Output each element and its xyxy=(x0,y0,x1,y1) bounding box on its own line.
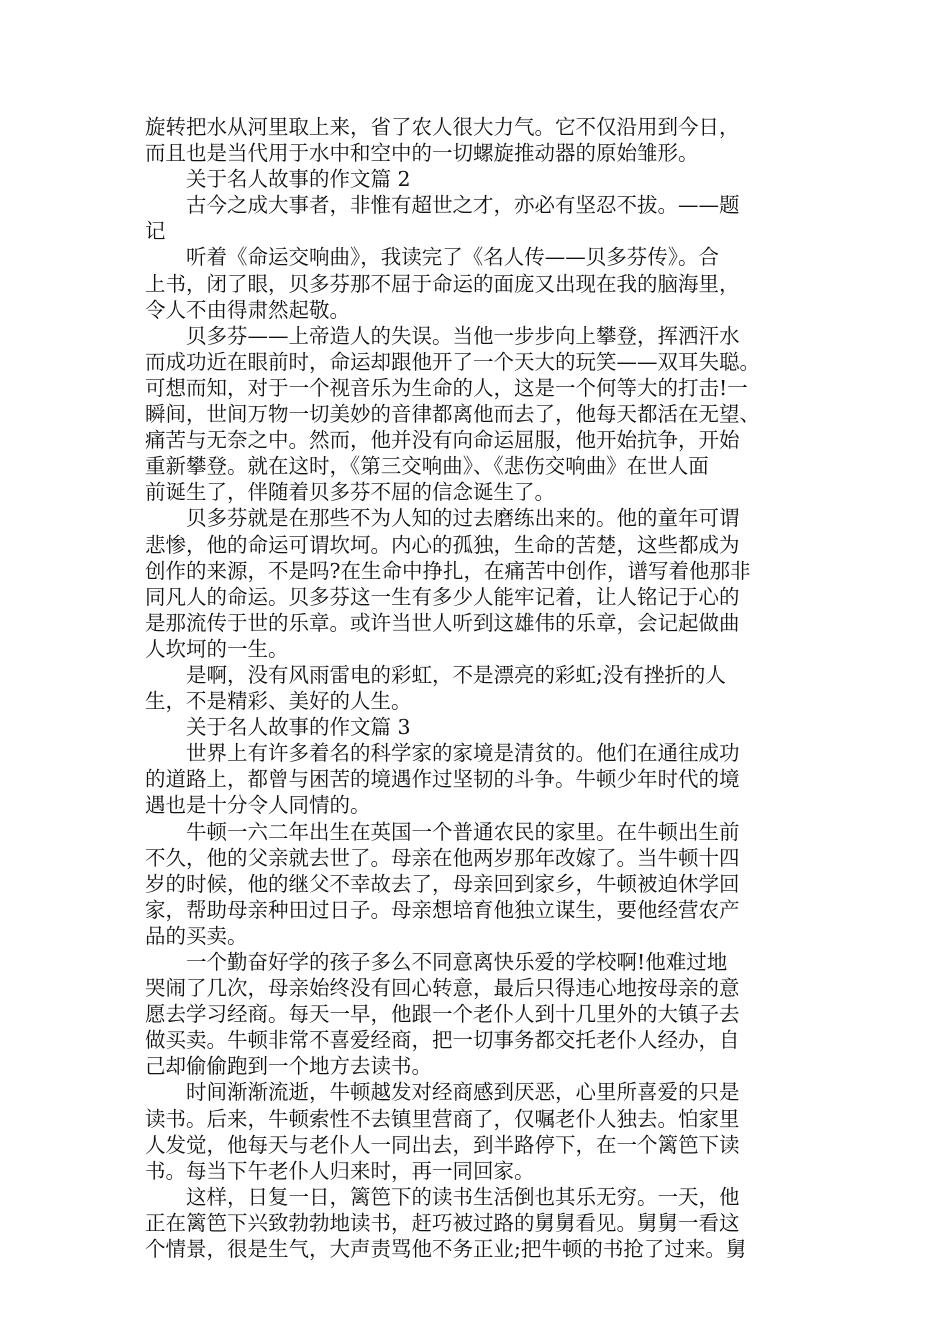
text-line: 是那流传于世的乐章。或许当世人听到这雄伟的乐章，会记起做曲 xyxy=(145,610,740,635)
text-line: 家，帮助母亲种田过日子。母亲想培育他独立谋生，要他经营农产 xyxy=(145,897,740,922)
text-line: 世界上有许多着名的科学家的家境是清贫的。他们在通往成功 xyxy=(145,741,740,766)
text-line: 上书，闭了眼，贝多芬那不屈于命运的面庞又出现在我的脑海里， xyxy=(145,271,740,296)
text-line: 己却偷偷跑到一个地方去读书。 xyxy=(145,1054,432,1079)
text-line: 做买卖。牛顿非常不喜爱经商，把一切事务都交托老仆人经办，自 xyxy=(145,1028,740,1053)
text-line: 牛顿一六二年出生在英国一个普通农民的家里。在牛顿出生前 xyxy=(145,819,740,844)
text-line: 人坎坷的一生。 xyxy=(145,636,289,661)
text-line: 记 xyxy=(145,219,166,244)
text-line: 遇也是十分令人同情的。 xyxy=(145,793,371,818)
text-line: 读书。后来，牛顿索性不去镇里营商了，仅嘱老仆人独去。怕家里 xyxy=(145,1106,740,1131)
text-line: 书。每当下午老仆人归来时，再一同回家。 xyxy=(145,1158,535,1183)
text-line: 人发觉，他每天与老仆人一同出去，到半路停下，在一个篱笆下读 xyxy=(145,1132,740,1157)
text-line: 时间渐渐流逝，牛顿越发对经商感到厌恶，心里所喜爱的只是 xyxy=(145,1080,740,1105)
text-line: 品的买卖。 xyxy=(145,923,248,948)
text-line: 而成功近在眼前时，命运却跟他开了一个天大的玩笑——双耳失聪。 xyxy=(145,349,760,374)
text-line: 个情景，很是生气，大声责骂他不务正业;把牛顿的书抢了过来。舅 xyxy=(145,1237,747,1262)
text-line: 贝多芬——上帝造人的失误。当他一步步向上攀登，挥洒汗水 xyxy=(145,323,740,348)
text-line: 生，不是精彩、美好的人生。 xyxy=(145,689,412,714)
text-line: 古今之成大事者，非惟有超世之才，亦必有坚忍不拔。——题 xyxy=(145,193,740,218)
text-line: 一个勤奋好学的孩子多么不同意离快乐爱的学校啊!他难过地 xyxy=(145,950,728,974)
text-line: 愿去学习经商。每天一早，他跟一个老仆人到十几里外的大镇子去 xyxy=(145,1002,740,1027)
text-line: 哭闹了几次，母亲始终没有回心转意，最后只得违心地按母亲的意 xyxy=(145,976,740,1001)
section-heading: 关于名人故事的作文篇 2 xyxy=(145,167,411,192)
essay-body xyxy=(145,114,811,1262)
text-line: 令人不由得肃然起敬。 xyxy=(145,297,350,322)
text-line: 瞬间，世间万物一切美妙的音律都离他而去了，他每天都活在无望、 xyxy=(145,402,760,427)
text-line: 可想而知，对于一个视音乐为生命的人，这是一个何等大的打击!一 xyxy=(145,375,748,400)
text-line: 同凡人的命运。贝多芬这一生有多少人能牢记着，让人铭记于心的 xyxy=(145,584,740,609)
section-heading: 关于名人故事的作文篇 3 xyxy=(145,715,411,740)
text-line: 听着《命运交响曲》，我读完了《名人传——贝多芬传》。合 xyxy=(145,245,719,270)
text-line: 重新攀登。就在这时，《第三交响曲》、《悲伤交响曲》在世人面 xyxy=(145,454,709,479)
text-line: 旋转把水从河里取上来，省了农人很大力气。它不仅沿用到今日， xyxy=(145,115,740,139)
text-line: 的道路上，都曾与困苦的境遇作过坚韧的斗争。牛顿少年时代的境 xyxy=(145,767,740,792)
text-line: 不久，他的父亲就去世了。母亲在他两岁那年改嫁了。当牛顿十四 xyxy=(145,845,740,870)
text-line: 创作的来源，不是吗?在生命中挣扎，在痛苦中创作，谱写着他那非 xyxy=(145,558,751,583)
text-line: 贝多芬就是在那些不为人知的过去磨练出来的。他的童年可谓 xyxy=(145,506,740,531)
text-line: 这样，日复一日，篱笆下的读书生活倒也其乐无穷。一天，他 xyxy=(145,1184,740,1209)
text-line: 岁的时候，他的继父不幸故去了，母亲回到家乡，牛顿被迫休学回 xyxy=(145,871,740,896)
text-line: 痛苦与无奈之中。然而，他并没有向命运屈服，他开始抗争，开始 xyxy=(145,428,740,453)
text-line: 正在篱笆下兴致勃勃地读书，赶巧被过路的舅舅看见。舅舅一看这 xyxy=(145,1210,740,1235)
text-line: 是啊，没有风雨雷电的彩虹，不是漂亮的彩虹;没有挫折的人 xyxy=(145,662,726,687)
text-line: 而且也是当代用于水中和空中的一切螺旋推动器的原始雏形。 xyxy=(145,141,699,166)
text-line: 悲惨，他的命运可谓坎坷。内心的孤独，生命的苦楚，这些都成为 xyxy=(145,532,740,557)
text-line: 前诞生了，伴随着贝多芬不屈的信念诞生了。 xyxy=(145,480,555,505)
